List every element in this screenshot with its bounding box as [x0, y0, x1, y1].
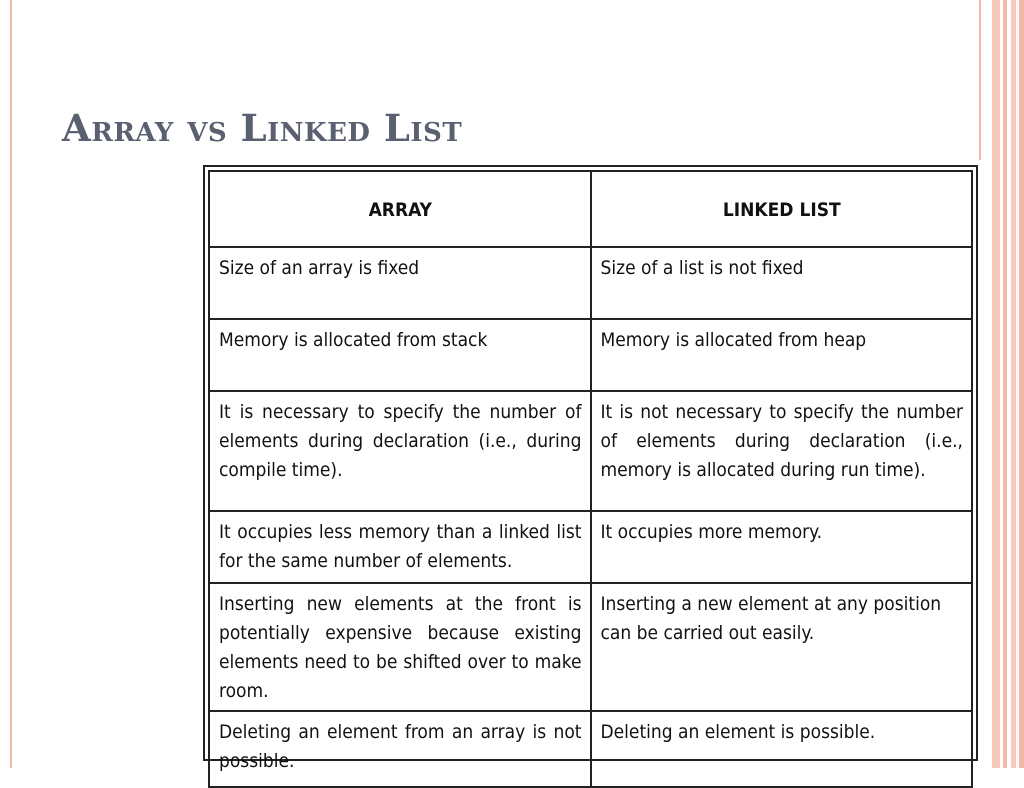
array-cell: Inserting new elements at the front is potentially expensive because existing elements need to be shifted over to make room.: [209, 583, 591, 711]
slide-frame-right-band: [1019, 0, 1024, 768]
linked-list-cell: It occupies more memory.: [591, 511, 973, 583]
table-row: [209, 391, 972, 511]
table-row: [209, 319, 972, 391]
linked-list-cell: Inserting a new element at any position can be carried out easily.: [591, 583, 973, 711]
slide-frame-right-band: [992, 0, 1000, 768]
table-row: [209, 247, 972, 319]
table-row: [209, 711, 972, 787]
linked-list-cell: Size of a list is not fixed: [591, 247, 973, 319]
linked-list-cell: Deleting an element is possible.: [591, 711, 973, 787]
slide-frame-right-band: [1003, 0, 1007, 768]
comparison-table-container: [203, 165, 978, 772]
slide-frame-right-rule: [979, 0, 981, 160]
comparison-table: [208, 170, 973, 788]
linked-list-cell: Memory is allocated from heap: [591, 319, 973, 391]
array-cell: Size of an array is fixed: [209, 247, 591, 319]
column-header-array: ARRAY: [209, 171, 591, 247]
linked-list-cell: It is not necessary to specify the number of elements during declaration (i.e., memory is allocated during run time).: [591, 391, 973, 511]
slide-frame-right-band: [1011, 0, 1016, 768]
column-header-linked-list: LINKED LIST: [591, 171, 973, 247]
page-title: Array vs Linked List: [62, 106, 463, 150]
table-header-row: [209, 171, 972, 247]
array-cell: Memory is allocated from stack: [209, 319, 591, 391]
slide-frame-left-rule: [10, 0, 12, 768]
table-row: [209, 511, 972, 583]
array-cell: It occupies less memory than a linked list for the same number of elements.: [209, 511, 591, 583]
table-row: [209, 583, 972, 711]
array-cell: Deleting an element from an array is not possible.: [209, 711, 591, 787]
array-cell: It is necessary to specify the number of elements during declaration (i.e., during compile time).: [209, 391, 591, 511]
